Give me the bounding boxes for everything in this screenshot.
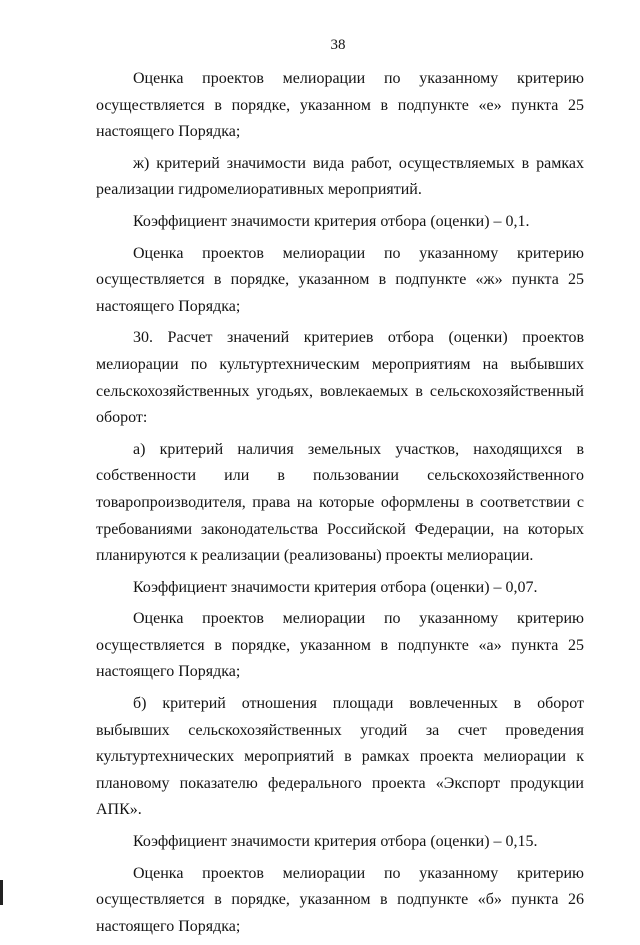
- paragraph-coefficient-b: Коэффициент значимости критерия отбора (оценки) – 0,15.: [133, 833, 538, 851]
- page-number: 38: [330, 37, 346, 53]
- scan-edge-mark: [0, 880, 3, 905]
- paragraph-evaluation-b: Оценка проектов мелиорации по указанному критерию осуществляется в порядке, указанном в подпункте «б» пункта 26 настоящего Порядка;: [96, 864, 584, 935]
- paragraph-evaluation-a: Оценка проектов мелиорации по указанному критерию осуществляется в порядке, указанном в подпункте «а» пункта 25 настоящего Порядка;: [96, 610, 584, 681]
- paragraph-evaluation-e: Оценка проектов мелиорации по указанному критерию осуществляется в порядке, указанном в подпункте «е» пункта 25 настоящего Порядка;: [96, 70, 584, 141]
- paragraph-criterion-zh: ж) критерий значимости вида работ, осуществляемых в рамках реализации гидромелиоративных мероприятий.: [96, 154, 584, 199]
- paragraph-evaluation-zh: Оценка проектов мелиорации по указанному критерию осуществляется в порядке, указанном в подпункте «ж» пункта 25 настоящего Порядка;: [96, 244, 584, 315]
- paragraph-coefficient-a: Коэффициент значимости критерия отбора (оценки) – 0,07.: [133, 578, 538, 596]
- document-body: [96, 66, 584, 945]
- paragraph-criterion-a: а) критерий наличия земельных участков, находящихся в собственности или в пользовании сельскохозяйственного товаропроизводителя, права на которые оформлены в соответствии с требованиями законодательства Российской Федерации, на которых планируются к реализации (реализованы) проекты мелиорации.: [96, 440, 584, 565]
- paragraph-criterion-b: б) критерий отношения площади вовлеченных в оборот выбывших сельскохозяйственных угодий за счет проведения культуртехнических мероприятий в рамках проекта мелиорации к плановому показателю федерального проекта «Экспорт продукции АПК».: [96, 695, 584, 819]
- paragraph-coefficient-zh: Коэффициент значимости критерия отбора (оценки) – 0,1.: [133, 212, 530, 230]
- paragraph-clause-30: 30. Расчет значений критериев отбора (оценки) проектов мелиорации по культуртехническим мероприятиям на выбывших сельскохозяйственных угодьях, вовлекаемых в сельскохозяйственный оборот:: [96, 329, 584, 427]
